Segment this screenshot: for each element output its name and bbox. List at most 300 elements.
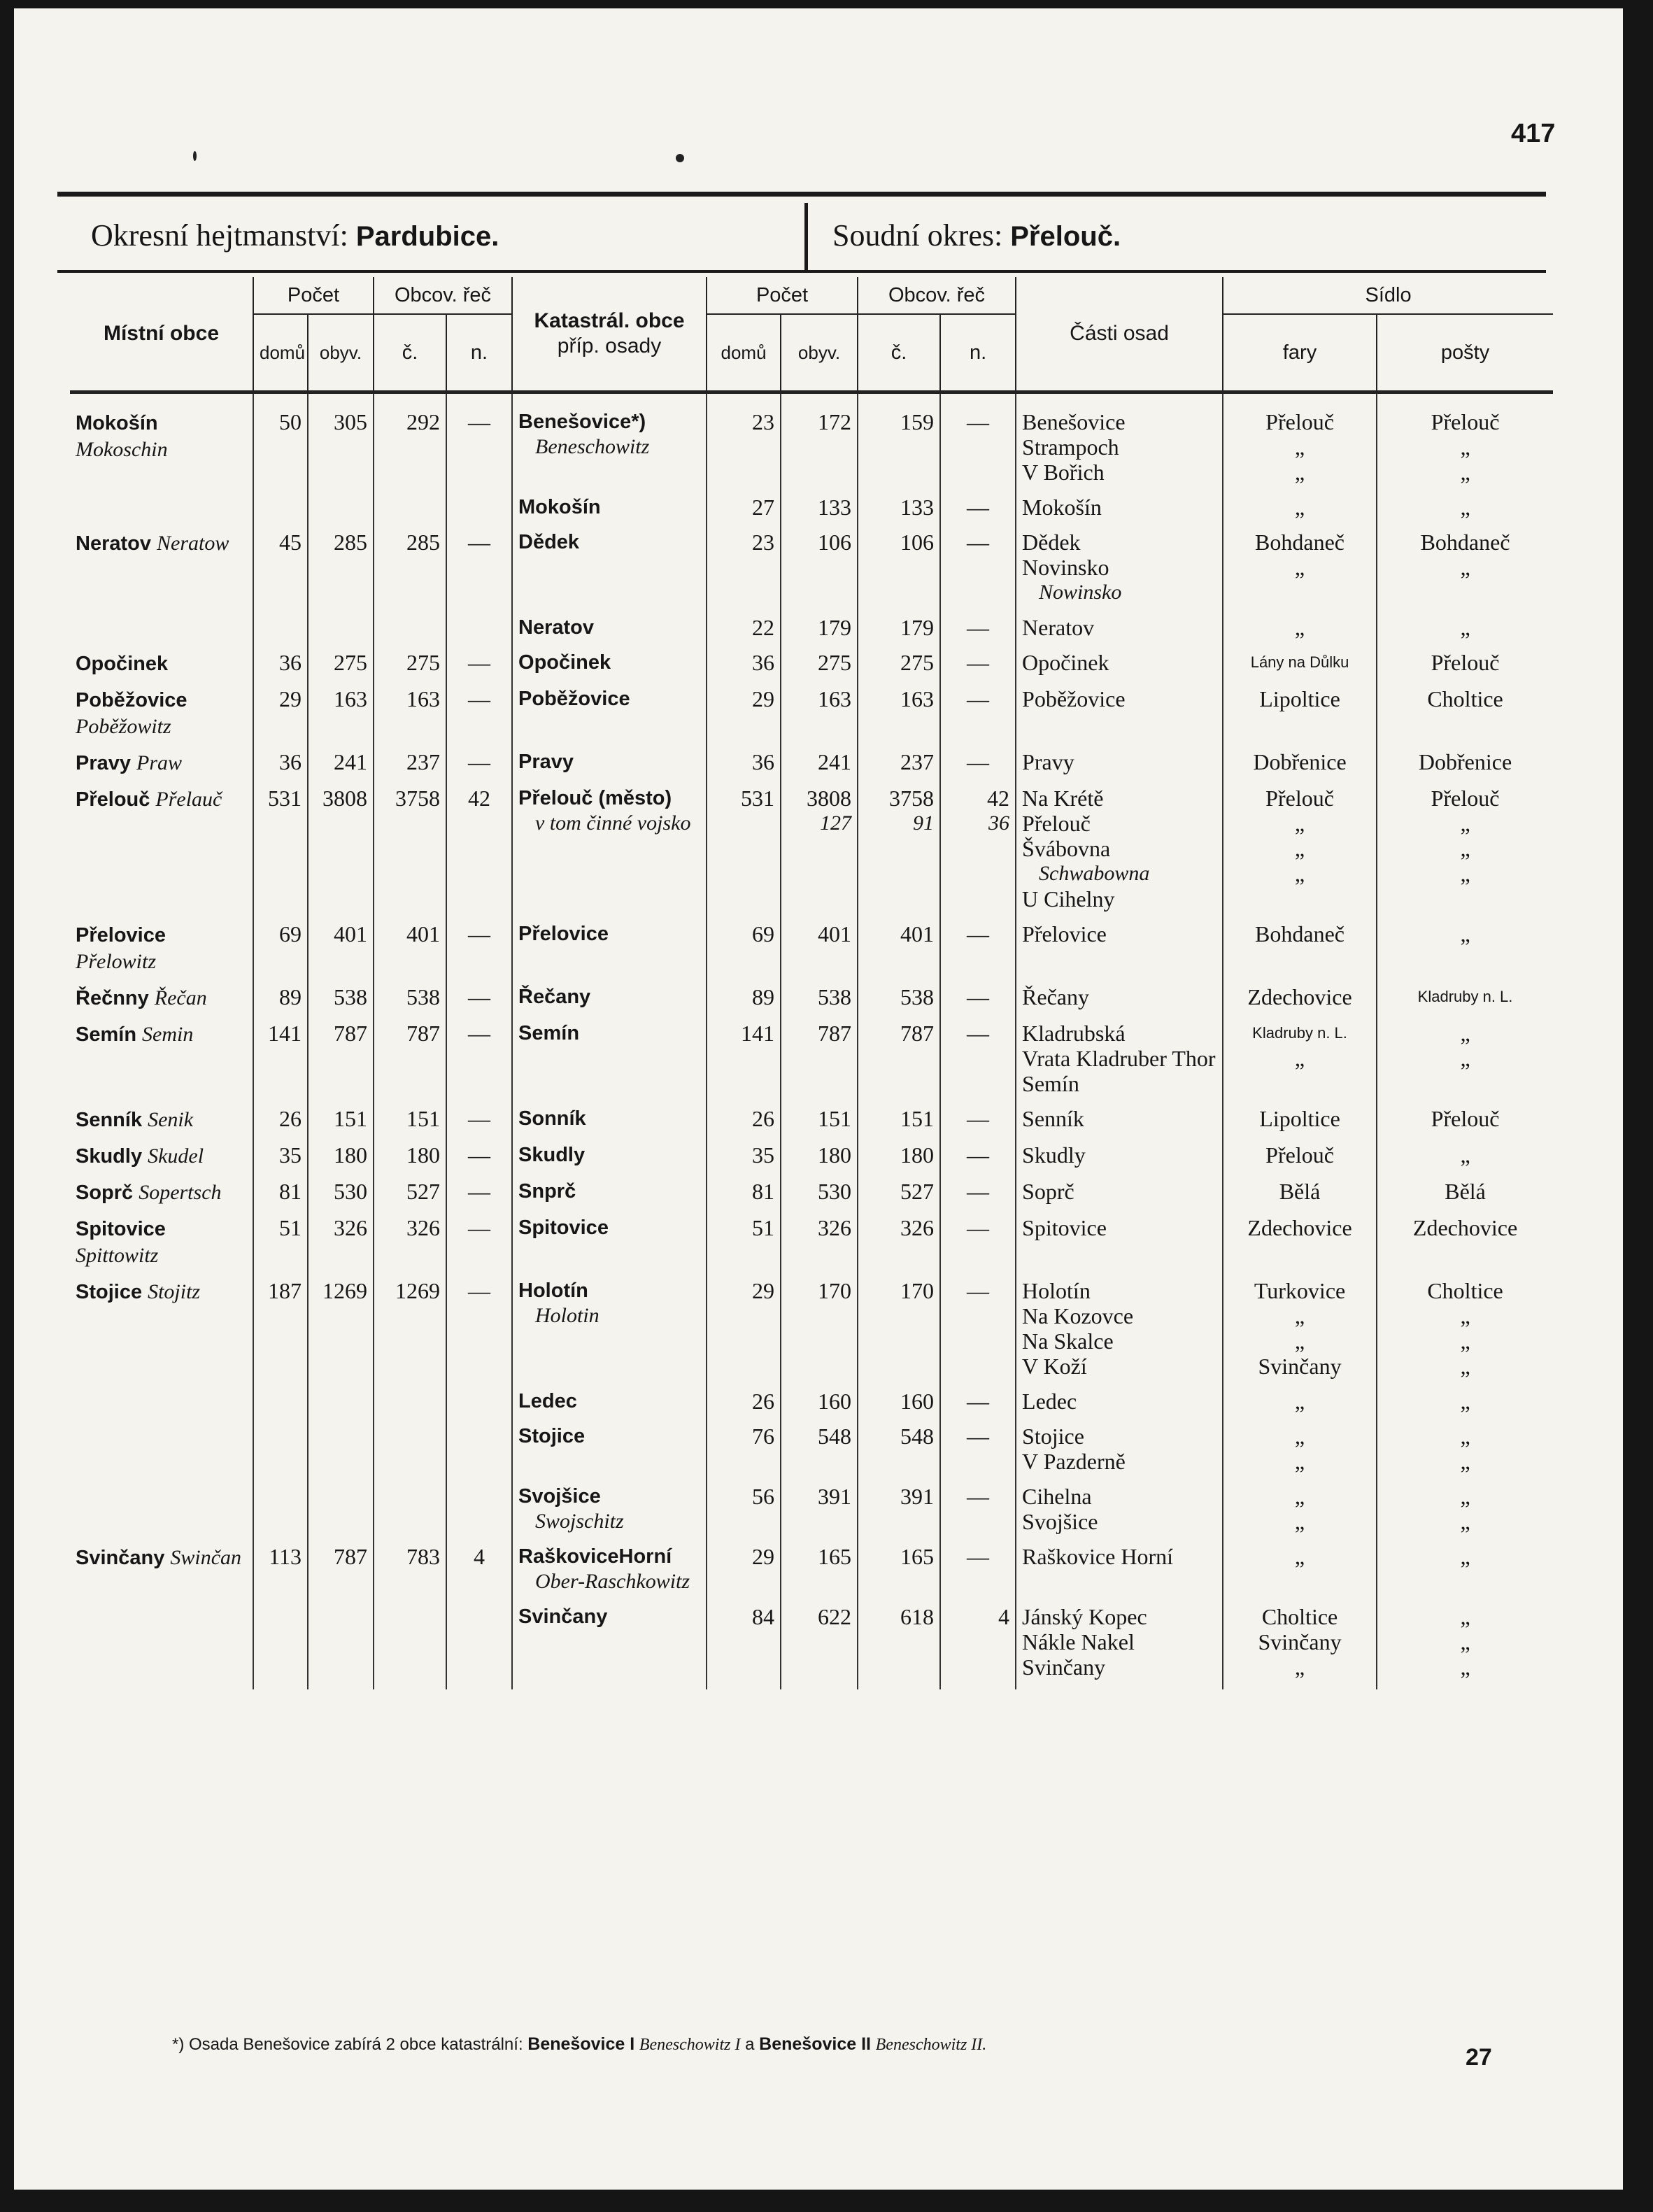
settlement-part: Opočinek <box>1022 650 1109 675</box>
cadastral-name: Skudly <box>518 1144 586 1166</box>
cad-population-count-total: 548 <box>818 1424 852 1449</box>
german-speakers: — <box>446 1142 512 1179</box>
post-office-name: Dobřenice <box>1418 749 1512 774</box>
cad-population-count <box>781 1604 858 1689</box>
czech-speakers <box>374 1604 446 1689</box>
parish-name: Svinčany <box>1258 1354 1342 1379</box>
parish-name: Turkovice <box>1254 1278 1346 1303</box>
population-count: 3808 <box>308 786 374 921</box>
cad-population-count <box>781 1215 858 1278</box>
parish-seat <box>1223 1142 1377 1179</box>
cad-population-count-total: 172 <box>818 409 852 434</box>
parish-name: Přelouč <box>1265 786 1334 811</box>
population-count <box>308 495 374 530</box>
parish-name: „ <box>1294 811 1305 836</box>
czech-speakers <box>374 1389 446 1424</box>
parish-seat <box>1223 1215 1377 1278</box>
footnote-de1: Beneschowitz I <box>639 2036 741 2054</box>
post-office-name: „ <box>1460 1424 1470 1449</box>
parish-name: „ <box>1294 1484 1305 1509</box>
cad-population-count <box>781 495 858 530</box>
population-count: 1269 <box>308 1278 374 1389</box>
parish-name: Kladruby n. L. <box>1252 1024 1347 1042</box>
court-value: Přelouč. <box>1010 221 1121 252</box>
cad-czech-speakers <box>858 1278 940 1389</box>
col-katastr-line2: příp. osady <box>557 334 662 357</box>
czech-speakers: 292 <box>374 392 446 495</box>
cad-houses-count: 27 <box>707 495 781 530</box>
municipality-name: Přelouč <box>76 788 150 811</box>
houses-count: 51 <box>253 1215 308 1278</box>
col-c: č. <box>374 314 446 392</box>
settlement-part: Semín <box>1022 1071 1079 1096</box>
czech-speakers <box>374 495 446 530</box>
cad-german-speakers-total: — <box>967 1424 990 1449</box>
municipality-cell <box>70 1544 253 1604</box>
cadastral-cell <box>512 786 707 921</box>
settlement-parts <box>1016 1021 1223 1106</box>
post-office-name: „ <box>1460 434 1470 460</box>
table-row <box>70 749 1553 786</box>
german-speakers: 42 <box>446 786 512 921</box>
cad-german-speakers-military: 36 <box>988 811 1010 835</box>
municipality-name: Senník <box>76 1109 143 1131</box>
czech-speakers: 285 <box>374 530 446 615</box>
post-office-name: „ <box>1460 615 1470 640</box>
col-fary: fary <box>1223 314 1377 392</box>
cad-population-count <box>781 1389 858 1424</box>
settlement-parts <box>1016 1604 1223 1689</box>
post-office-name: „ <box>1460 495 1470 520</box>
parish-name: „ <box>1294 1449 1305 1474</box>
table-row <box>70 392 1553 495</box>
cad-czech-speakers-total: 133 <box>900 495 935 520</box>
cad-german-speakers-total: 42 <box>987 786 1010 811</box>
cadastral-name: RaškoviceHorní <box>518 1545 672 1568</box>
cad-german-speakers-total: — <box>967 1179 990 1204</box>
cad-german-speakers <box>940 921 1016 984</box>
population-count: 285 <box>308 530 374 615</box>
post-office-name: „ <box>1460 555 1470 580</box>
cad-czech-speakers <box>858 1179 940 1215</box>
cadastral-name: Přelouč (město) <box>518 787 672 809</box>
german-speakers: — <box>446 530 512 615</box>
cad-czech-speakers-total: 787 <box>900 1021 935 1046</box>
parish-seat <box>1223 1424 1377 1484</box>
col-domu-2: domů <box>707 314 781 392</box>
population-count: 305 <box>308 392 374 495</box>
houses-count: 113 <box>253 1544 308 1604</box>
municipality-cell <box>70 1604 253 1689</box>
german-speakers: — <box>446 686 512 749</box>
cad-german-speakers <box>940 786 1016 921</box>
parish-name: Choltice <box>1261 1604 1338 1629</box>
cadastral-cell <box>512 495 707 530</box>
cad-population-count <box>781 921 858 984</box>
cad-houses-count: 76 <box>707 1424 781 1484</box>
cad-population-count <box>781 650 858 686</box>
cadastral-cell <box>512 615 707 650</box>
cad-german-speakers-total: — <box>967 1389 990 1414</box>
cad-czech-speakers-total: 401 <box>900 921 935 947</box>
cad-german-speakers <box>940 392 1016 495</box>
cad-german-speakers <box>940 1424 1016 1484</box>
parish-name: „ <box>1294 836 1305 861</box>
cad-czech-speakers-military: 91 <box>913 811 935 835</box>
cadastral-german-name: Swojschitz <box>535 1510 624 1533</box>
cadastral-cell <box>512 1424 707 1484</box>
cadastral-cell <box>512 921 707 984</box>
cad-population-count-total: 3808 <box>807 786 852 811</box>
parish-name: Zdechovice <box>1247 1215 1352 1240</box>
cad-population-count-total: 787 <box>818 1021 852 1046</box>
houses-count: 531 <box>253 786 308 921</box>
parish-name: „ <box>1294 1424 1305 1449</box>
settlement-part: Neratov <box>1022 615 1095 640</box>
table-row <box>70 1389 1553 1424</box>
parish-name: „ <box>1294 1509 1305 1534</box>
cadastral-cell <box>512 686 707 749</box>
houses-count <box>253 1389 308 1424</box>
cad-houses-count: 141 <box>707 1021 781 1106</box>
cad-czech-speakers <box>858 1142 940 1179</box>
municipality-name: Skudly <box>76 1145 143 1168</box>
settlement-part: Holotín <box>1022 1278 1091 1303</box>
german-speakers: — <box>446 1278 512 1389</box>
municipality-cell <box>70 1424 253 1484</box>
cad-german-speakers <box>940 1484 1016 1544</box>
parish-name: „ <box>1294 1544 1305 1569</box>
settlement-part: V Pazderně <box>1022 1449 1126 1474</box>
cad-czech-speakers <box>858 1604 940 1689</box>
settlement-part: Pravy <box>1022 749 1074 774</box>
cad-german-speakers-total: — <box>967 409 990 434</box>
post-office-name: Přelouč <box>1431 409 1500 434</box>
post-office-name: Bělá <box>1445 1179 1486 1204</box>
population-count <box>308 1604 374 1689</box>
german-speakers: — <box>446 392 512 495</box>
cadastral-name: Pravy <box>518 751 574 773</box>
cad-german-speakers-total: 4 <box>998 1604 1010 1629</box>
settlement-part: Svinčany <box>1022 1654 1106 1680</box>
cadastral-name: Dědek <box>518 531 580 553</box>
post-office-seat <box>1377 1142 1553 1179</box>
cad-houses-count: 35 <box>707 1142 781 1179</box>
german-speakers: — <box>446 749 512 786</box>
parish-seat <box>1223 1544 1377 1604</box>
parish-name: Dobřenice <box>1253 749 1347 774</box>
houses-count: 89 <box>253 984 308 1021</box>
parish-name: „ <box>1294 460 1305 485</box>
table-row <box>70 984 1553 1021</box>
parish-name: Bělá <box>1279 1179 1321 1204</box>
municipality-german-name: Přelowitz <box>76 950 157 973</box>
cad-czech-speakers-total: 165 <box>900 1544 935 1569</box>
cad-population-count <box>781 786 858 921</box>
cad-czech-speakers <box>858 686 940 749</box>
settlement-part: Dědek <box>1022 530 1081 555</box>
parish-name: „ <box>1294 861 1305 886</box>
col-obcov-rec-2: Obcov. řeč <box>858 277 1016 314</box>
municipality-name: Svinčany <box>76 1547 165 1569</box>
czech-speakers: 1269 <box>374 1278 446 1389</box>
cad-czech-speakers-total: 163 <box>900 686 935 711</box>
post-office-seat <box>1377 984 1553 1021</box>
settlement-part: Přelouč <box>1022 811 1091 836</box>
parish-seat <box>1223 1604 1377 1689</box>
table-row <box>70 786 1553 921</box>
cad-czech-speakers-total: 180 <box>900 1142 935 1168</box>
settlement-part: Svojšice <box>1022 1509 1098 1534</box>
col-n-2: n. <box>940 314 1016 392</box>
settlement-part: U Cihelny <box>1022 886 1115 912</box>
czech-speakers <box>374 1484 446 1544</box>
cad-czech-speakers <box>858 650 940 686</box>
post-office-name: Choltice <box>1427 686 1503 711</box>
parish-name: „ <box>1294 1303 1305 1328</box>
houses-count: 35 <box>253 1142 308 1179</box>
houses-count <box>253 1484 308 1544</box>
cad-population-count-total: 163 <box>818 686 852 711</box>
cad-houses-count: 81 <box>707 1179 781 1215</box>
municipality-cell <box>70 1389 253 1424</box>
settlement-part: Poběžovice <box>1022 686 1126 711</box>
cad-population-count-total: 241 <box>818 749 852 774</box>
cad-czech-speakers <box>858 615 940 650</box>
cad-czech-speakers <box>858 495 940 530</box>
parish-name: „ <box>1294 1328 1305 1354</box>
municipality-cell <box>70 921 253 984</box>
district-value: Pardubice. <box>355 221 499 252</box>
cad-population-count <box>781 392 858 495</box>
cad-czech-speakers-total: 151 <box>900 1106 935 1131</box>
houses-count: 36 <box>253 749 308 786</box>
district-header <box>91 203 499 269</box>
czech-speakers: 527 <box>374 1179 446 1215</box>
population-count <box>308 1424 374 1484</box>
cad-czech-speakers-total: 159 <box>900 409 935 434</box>
settlement-part: Ledec <box>1022 1389 1077 1414</box>
post-office-seat <box>1377 495 1553 530</box>
municipality-cell <box>70 650 253 686</box>
post-office-name: „ <box>1460 861 1470 886</box>
houses-count: 36 <box>253 650 308 686</box>
settlement-part: Nákle Nakel <box>1022 1629 1135 1654</box>
german-speakers: — <box>446 921 512 984</box>
cad-houses-count: 51 <box>707 1215 781 1278</box>
settlement-part: Senník <box>1022 1106 1084 1131</box>
footnote-prefix: *) Osada Benešovice zabírá 2 obce katastrální: <box>172 2035 523 2054</box>
cad-population-count <box>781 1142 858 1179</box>
cad-czech-speakers <box>858 786 940 921</box>
cadastral-name: Svinčany <box>518 1605 608 1628</box>
cad-czech-speakers-total: 326 <box>900 1215 935 1240</box>
parish-name: Svinčany <box>1258 1629 1342 1654</box>
parish-seat <box>1223 921 1377 984</box>
german-speakers <box>446 615 512 650</box>
population-count: 275 <box>308 650 374 686</box>
ink-speck <box>193 151 197 161</box>
cad-population-count-total: 133 <box>818 495 852 520</box>
cadastral-name: Řečany <box>518 986 591 1008</box>
cad-czech-speakers <box>858 1021 940 1106</box>
post-office-seat <box>1377 650 1553 686</box>
population-count: 151 <box>308 1106 374 1142</box>
houses-count: 50 <box>253 392 308 495</box>
settlement-part: Benešovice <box>1022 409 1126 434</box>
cadastral-name: Spitovice <box>518 1217 609 1239</box>
cad-population-count <box>781 1021 858 1106</box>
municipality-german-name: Poběžowitz <box>76 715 171 738</box>
settlement-part: Raškovice Horní <box>1022 1544 1173 1569</box>
post-office-name: „ <box>1460 460 1470 485</box>
municipality-table <box>70 277 1553 1689</box>
table-row <box>70 921 1553 984</box>
parish-name: „ <box>1294 555 1305 580</box>
post-office-name: „ <box>1460 1604 1470 1629</box>
settlement-part: Vrata Kladruber Thor <box>1022 1046 1216 1071</box>
post-office-name: Přelouč <box>1431 650 1500 675</box>
settlement-parts <box>1016 984 1223 1021</box>
col-n: n. <box>446 314 512 392</box>
cad-german-speakers-total: — <box>967 749 990 774</box>
cad-german-speakers-total: — <box>967 921 990 947</box>
cad-german-speakers-total: — <box>967 1106 990 1131</box>
municipality-cell <box>70 984 253 1021</box>
cad-houses-count: 29 <box>707 686 781 749</box>
population-count: 241 <box>308 749 374 786</box>
houses-count <box>253 1604 308 1689</box>
settlement-part: Jánský Kopec <box>1022 1604 1147 1629</box>
houses-count: 29 <box>253 686 308 749</box>
czech-speakers: 151 <box>374 1106 446 1142</box>
cad-population-count <box>781 1544 858 1604</box>
parish-name: „ <box>1294 434 1305 460</box>
top-rule <box>57 192 1546 197</box>
settlement-parts <box>1016 786 1223 921</box>
post-office-name: „ <box>1460 1629 1470 1654</box>
cad-population-count <box>781 1106 858 1142</box>
cad-german-speakers-total: — <box>967 650 990 675</box>
post-office-seat <box>1377 615 1553 650</box>
cad-czech-speakers-total: 391 <box>900 1484 935 1509</box>
municipality-cell <box>70 1106 253 1142</box>
cad-german-speakers-total: — <box>967 984 990 1009</box>
cad-population-count-total: 622 <box>818 1604 852 1629</box>
parish-name: „ <box>1294 1654 1305 1680</box>
post-office-seat <box>1377 1424 1553 1484</box>
houses-count: 187 <box>253 1278 308 1389</box>
cad-population-count <box>781 1424 858 1484</box>
czech-speakers: 163 <box>374 686 446 749</box>
page-number: 417 <box>1511 119 1556 148</box>
parish-name: Lány na Důlku <box>1250 653 1349 671</box>
cad-german-speakers-total: — <box>967 1278 990 1303</box>
cad-german-speakers-total: — <box>967 1021 990 1046</box>
german-speakers: — <box>446 1106 512 1142</box>
settlement-part: V Bořich <box>1022 460 1105 485</box>
settlement-part: Cihelna <box>1022 1484 1092 1509</box>
post-office-seat <box>1377 1389 1553 1424</box>
settlement-part: Novinsko <box>1022 555 1109 580</box>
municipality-cell <box>70 1021 253 1106</box>
settlement-parts <box>1016 1179 1223 1215</box>
cad-czech-speakers-total: 160 <box>900 1389 935 1414</box>
czech-speakers <box>374 615 446 650</box>
cad-czech-speakers <box>858 392 940 495</box>
cad-czech-speakers-total: 538 <box>900 984 935 1009</box>
cad-population-count <box>781 686 858 749</box>
footnote-de2: Beneschowitz II. <box>875 2036 987 2054</box>
german-speakers: — <box>446 1215 512 1278</box>
col-domu: domů <box>253 314 308 392</box>
german-speakers: — <box>446 984 512 1021</box>
cadastral-name: Semín <box>518 1022 580 1044</box>
population-count: 163 <box>308 686 374 749</box>
cadastral-cell <box>512 749 707 786</box>
post-office-name: „ <box>1460 1484 1470 1509</box>
post-office-seat <box>1377 1278 1553 1389</box>
cad-czech-speakers <box>858 1484 940 1544</box>
col-katastr-line1: Katastrál. obce <box>534 309 685 332</box>
col-katastr <box>512 277 707 392</box>
post-office-name: „ <box>1460 836 1470 861</box>
settlement-parts <box>1016 1544 1223 1604</box>
cad-czech-speakers <box>858 1106 940 1142</box>
post-office-name: Bohdaneč <box>1420 530 1510 555</box>
cad-houses-count: 84 <box>707 1604 781 1689</box>
table-row <box>70 530 1553 615</box>
parish-name: „ <box>1294 1389 1305 1414</box>
parish-seat <box>1223 786 1377 921</box>
population-count: 787 <box>308 1021 374 1106</box>
houses-count <box>253 495 308 530</box>
cad-czech-speakers <box>858 749 940 786</box>
parish-seat <box>1223 1179 1377 1215</box>
cad-german-speakers-total: — <box>967 1544 990 1569</box>
cadastral-name: Neratov <box>518 616 595 639</box>
german-speakers <box>446 1484 512 1544</box>
table-row <box>70 1179 1553 1215</box>
cad-population-count <box>781 530 858 615</box>
houses-count <box>253 615 308 650</box>
post-office-seat <box>1377 921 1553 984</box>
settlement-part: Kladrubská <box>1022 1021 1126 1046</box>
german-speakers <box>446 1424 512 1484</box>
col-c-2: č. <box>858 314 940 392</box>
cad-german-speakers-total: — <box>967 615 990 640</box>
cad-population-count-total: 179 <box>818 615 852 640</box>
population-count: 538 <box>308 984 374 1021</box>
cadastral-german-name: Ober-Raschkowitz <box>535 1570 690 1593</box>
cadastral-name: Holotín <box>518 1279 588 1302</box>
cad-german-speakers-total: — <box>967 1484 990 1509</box>
cad-population-count-total: 530 <box>818 1179 852 1204</box>
settlement-part: Na Skalce <box>1022 1328 1114 1354</box>
cad-german-speakers <box>940 1389 1016 1424</box>
signature-mark: 27 <box>1466 2044 1492 2071</box>
cadastral-cell <box>512 1604 707 1689</box>
czech-speakers: 783 <box>374 1544 446 1604</box>
cad-houses-count: 36 <box>707 749 781 786</box>
settlement-parts <box>1016 530 1223 615</box>
settlement-parts <box>1016 1106 1223 1142</box>
settlement-part: Řečany <box>1022 984 1089 1009</box>
cad-german-speakers <box>940 1278 1016 1389</box>
parish-seat <box>1223 1278 1377 1389</box>
cad-german-speakers <box>940 1142 1016 1179</box>
municipality-name: Spitovice <box>76 1218 166 1240</box>
